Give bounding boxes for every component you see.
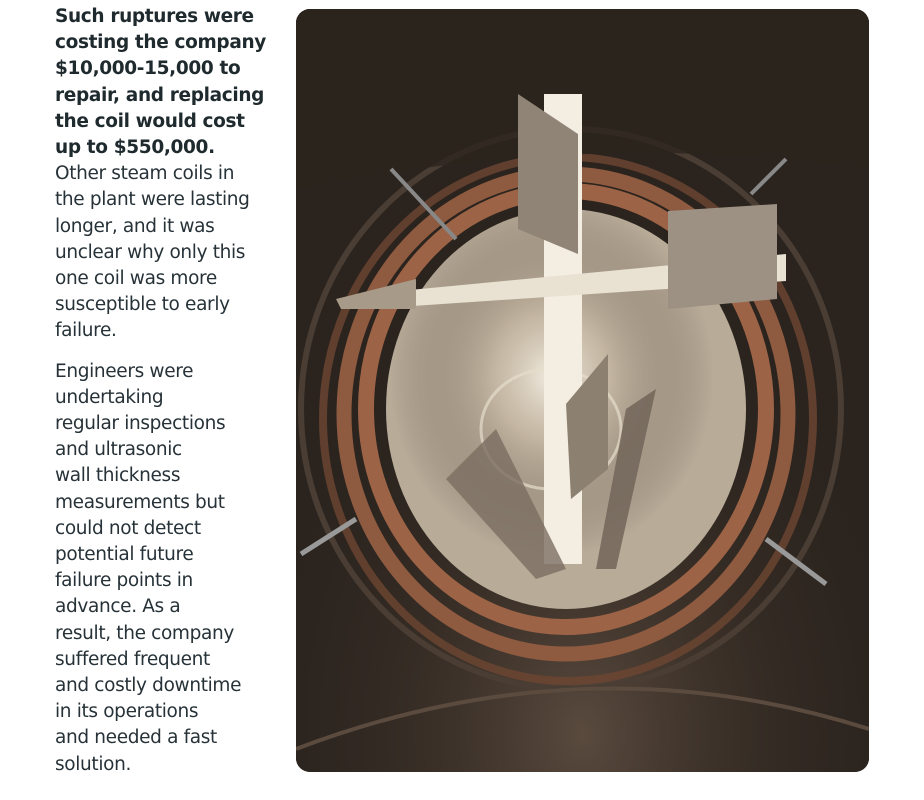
text-line: result, the company — [55, 622, 234, 644]
text-line: undertaking — [55, 386, 164, 408]
text-line: advance. As a — [55, 596, 181, 618]
text-line: susceptible to early — [55, 294, 230, 316]
text-line: Other steam coils in — [55, 163, 235, 185]
text-line: and costly downtime — [55, 675, 242, 697]
text-line: solution. — [55, 753, 131, 775]
text-line: longer, and it was — [55, 215, 215, 237]
text-line: failure. — [55, 320, 117, 342]
vessel-interior-photo — [296, 9, 869, 772]
text-line: could not detect — [55, 517, 201, 539]
text-line: wall thickness — [55, 465, 181, 487]
text-line: Such ruptures were — [55, 6, 254, 27]
text-line: in its operations — [55, 701, 199, 723]
text-line: $10,000-15,000 to — [55, 58, 241, 80]
text-line: potential future — [55, 544, 194, 566]
lead-statement — [55, 4, 287, 161]
text-line: unclear why only this — [55, 241, 246, 263]
agitator-coil-illustration — [296, 9, 869, 772]
text-line: and needed a fast — [55, 727, 217, 749]
text-line: up to $550,000. — [55, 137, 215, 159]
text-line: failure points in — [55, 570, 193, 592]
text-line: the coil would cost — [55, 110, 245, 132]
text-line: regular inspections — [55, 413, 226, 435]
text-line: repair, and replacing — [55, 84, 265, 106]
text-line: and ultrasonic — [55, 439, 182, 461]
paragraph-costs — [55, 4, 287, 345]
text-line: suffered frequent — [55, 648, 210, 670]
text-line: the plant were lasting — [55, 189, 250, 211]
text-line: Engineers were — [55, 360, 194, 382]
text-line: costing the company — [55, 32, 266, 54]
paragraph-inspections — [55, 359, 287, 778]
text-line: measurements but — [55, 491, 225, 513]
article-text-column — [55, 4, 287, 792]
text-line: one coil was more — [55, 268, 217, 290]
